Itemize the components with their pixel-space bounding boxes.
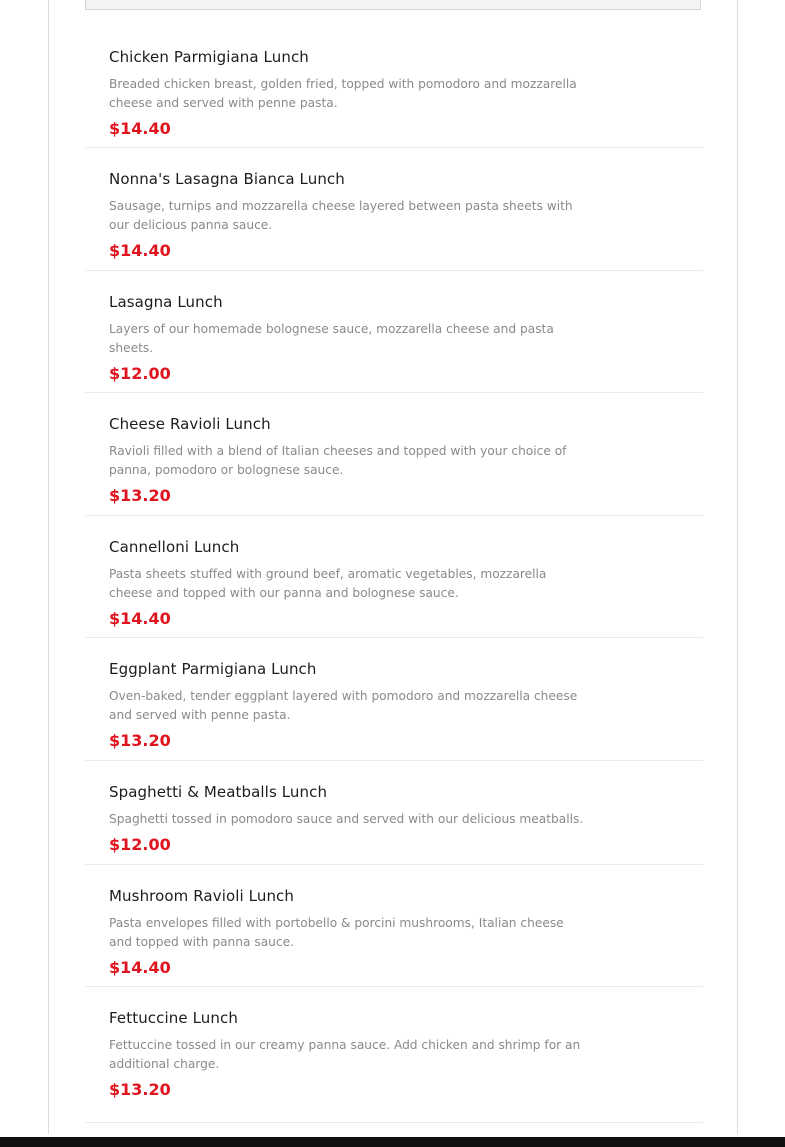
- menu-item-description: Pasta sheets stuffed with ground beef, aromatic vegetables, mozzarella cheese and topped with our panna and bolognese sauce.: [109, 567, 547, 600]
- menu-item-description: Spaghetti tossed in pomodoro sauce and served with our delicious meatballs.: [109, 812, 584, 826]
- menu-item-price: $14.40: [109, 119, 171, 138]
- menu-item[interactable]: [85, 638, 703, 761]
- menu-panel: [48, 0, 738, 1134]
- menu-item-price: $14.40: [109, 609, 171, 628]
- bottom-bar: [0, 1137, 785, 1147]
- menu-item-name[interactable]: Cheese Ravioli Lunch: [109, 415, 271, 433]
- menu-item[interactable]: [85, 271, 703, 393]
- menu-item-description: Ravioli filled with a blend of Italian cheeses and topped with your choice of panna, pomodoro or bolognese sauce.: [109, 444, 567, 477]
- menu-item-name[interactable]: Fettuccine Lunch: [109, 1009, 238, 1027]
- menu-item-name[interactable]: Cannelloni Lunch: [109, 538, 240, 556]
- menu-item-price: $14.40: [109, 958, 171, 977]
- menu-item[interactable]: [85, 761, 703, 865]
- menu-item-description: Fettuccine tossed in our creamy panna sauce. Add chicken and shrimp for an additional charge.: [109, 1038, 581, 1071]
- menu-item-price: $14.40: [109, 241, 171, 260]
- menu-item-price: $12.00: [109, 835, 171, 854]
- menu-item[interactable]: [85, 865, 703, 987]
- menu-item-price: $13.20: [109, 1080, 171, 1099]
- menu-item[interactable]: [85, 987, 703, 1123]
- menu-item[interactable]: [85, 393, 703, 516]
- menu-item-name[interactable]: Chicken Parmigiana Lunch: [109, 48, 309, 66]
- menu-item-description: Pasta envelopes filled with portobello & porcini mushrooms, Italian cheese and topped with panna sauce.: [109, 916, 564, 949]
- menu-item-description: Breaded chicken breast, golden fried, topped with pomodoro and mozzarella cheese and served with penne pasta.: [109, 77, 577, 110]
- lunch-notice-box: [85, 0, 701, 10]
- menu-item-name[interactable]: Eggplant Parmigiana Lunch: [109, 660, 317, 678]
- menu-item-name[interactable]: Lasagna Lunch: [109, 293, 223, 311]
- menu-item-description: Oven-baked, tender eggplant layered with pomodoro and mozzarella cheese and served with penne pasta.: [109, 689, 578, 722]
- menu-item-price: $13.20: [109, 486, 171, 505]
- menu-item-price: $12.00: [109, 364, 171, 383]
- menu-item[interactable]: [85, 26, 703, 148]
- menu-item-price: $13.20: [109, 731, 171, 750]
- menu-item-description: Sausage, turnips and mozzarella cheese layered between pasta sheets with our delicious panna sauce.: [109, 199, 573, 232]
- menu-item-list: [85, 26, 703, 1123]
- menu-item-description: Layers of our homemade bolognese sauce, mozzarella cheese and pasta sheets.: [109, 322, 554, 355]
- menu-item[interactable]: [85, 148, 703, 271]
- menu-item[interactable]: [85, 516, 703, 638]
- menu-item-name[interactable]: Mushroom Ravioli Lunch: [109, 887, 295, 905]
- menu-item-name[interactable]: Spaghetti & Meatballs Lunch: [109, 783, 328, 801]
- menu-item-name[interactable]: Nonna's Lasagna Bianca Lunch: [109, 170, 345, 188]
